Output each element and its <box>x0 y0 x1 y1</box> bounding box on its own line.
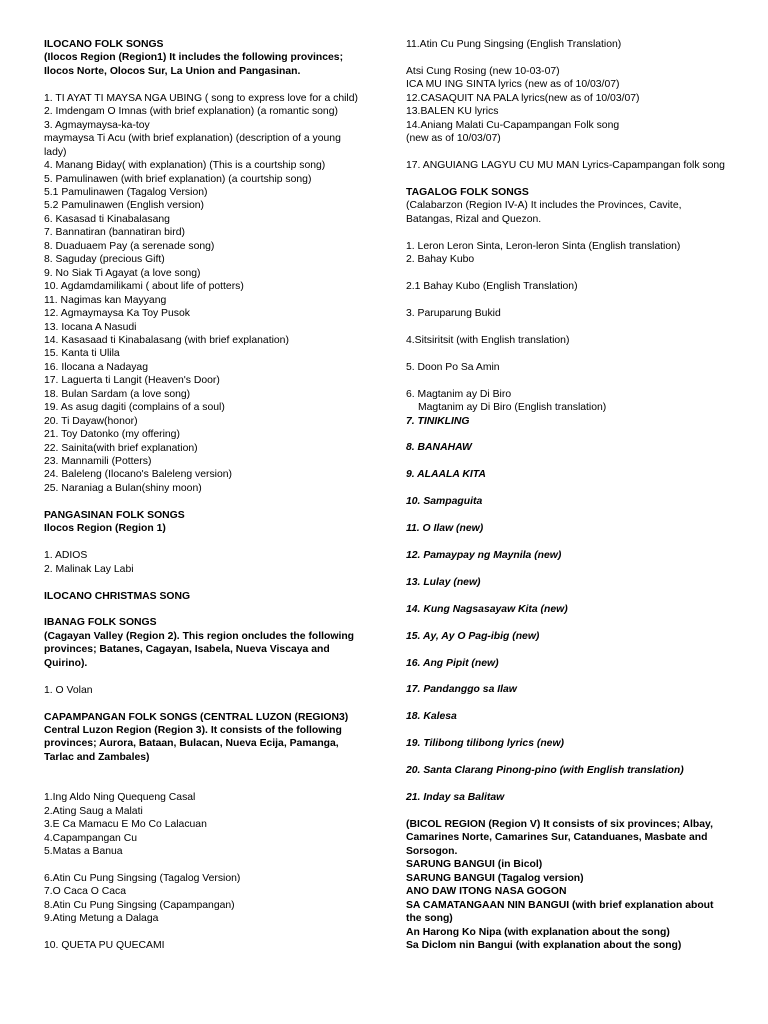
list-item: 5.2 Pamulinawen (English version) <box>44 200 204 212</box>
list-item: 2. Imdengam O Imnas (with brief explanation) (a romantic song) <box>44 106 338 118</box>
ibanag-description: (Cagayan Valley (Region 2). This region oncludes the following provinces; Batanes, Cagayan, Isabela, Nueva Viscaya and Quirino). <box>44 630 355 669</box>
list-item: 2.Ating Saug a Malati <box>44 805 143 817</box>
left-column <box>44 38 362 953</box>
list-item: 12. Pamaypay ng Maynila (new) <box>406 550 562 561</box>
list-item: 16. Ang Pipit (new) <box>406 657 499 669</box>
list-item: 8.Atin Cu Pung Singsing (Capampangan) <box>44 899 235 911</box>
list-item: Magtanim ay Di Biro (English translation) <box>418 402 607 414</box>
list-item: 5.1 Pamulinawen (Tagalog Version) <box>44 186 208 198</box>
list-item: 25. Naraniag a Bulan(shiny moon) <box>44 482 202 494</box>
list-item: 4.Capampangan Cu <box>44 832 138 844</box>
list-item: 18. Bulan Sardam (a love song) <box>44 388 191 400</box>
list-item: 12. Agmaymaysa Ka Toy Pusok <box>44 308 190 320</box>
list-item: 1. ADIOS <box>44 550 88 562</box>
tagalog-description: (Calabarzon (Region IV-A) It includes the Provinces, Cavite, Batangas, Rizal and Quezon. <box>406 200 682 225</box>
list-item: 11.Atin Cu Pung Singsing (English Translation) <box>406 39 622 50</box>
list-item: Sa Diclom nin Bangui (with explanation about the song) <box>406 939 682 951</box>
list-item: 13. Iocana A Nasudi <box>44 321 137 333</box>
list-item: 9. ALAALA KITA <box>406 469 486 481</box>
list-item: 1. O Volan <box>44 684 93 696</box>
list-item: 4. Manang Biday( with explanation) (This is a courtship song) <box>44 160 326 172</box>
list-item: 5. Doon Po Sa Amin <box>406 361 500 373</box>
list-item: 8. BANAHAW <box>406 442 472 454</box>
list-item: 6. Magtanim ay Di Biro <box>406 388 512 400</box>
list-item: 3.E Ca Mamacu E Mo Co Lalacuan <box>44 819 207 831</box>
list-item: 10. Sampaguita <box>406 496 483 508</box>
list-item: 17. ANGUIANG LAGYU CU MU MAN Lyrics-Capampangan folk song <box>406 160 725 172</box>
list-item: 9.Ating Metung a Dalaga <box>44 913 159 925</box>
ilocano-heading: ILOCANO FOLK SONGS <box>44 39 164 50</box>
list-item: 7. TINIKLING <box>406 415 470 427</box>
list-item: 19. As asug dagiti (complains of a soul) <box>44 402 225 414</box>
list-item: 6. Kasasad ti Kinabalasang <box>44 213 170 225</box>
list-item: 1. Leron Leron Sinta, Leron-leron Sinta (English translation) <box>406 240 681 252</box>
list-item: 20. Santa Clarang Pinong-pino (with English translation) <box>406 765 684 777</box>
list-item: 20. Ti Dayaw(honor) <box>44 415 138 427</box>
capampangan-heading: CAPAMPANGAN FOLK SONGS (CENTRAL LUZON (REGION3) <box>44 711 349 723</box>
right-column <box>406 38 726 952</box>
list-item: 17. Pandanggo sa Ilaw <box>406 684 517 696</box>
ilocano-christmas-heading: ILOCANO CHRISTMAS SONG <box>44 590 191 602</box>
pangasinan-heading: PANGASINAN FOLK SONGS <box>44 509 185 521</box>
ibanag-heading: IBANAG FOLK SONGS <box>44 617 157 629</box>
list-item: 2. Bahay Kubo <box>406 254 475 266</box>
list-item: 3. Agmaymaysa-ka-toy <box>44 119 150 131</box>
list-item: SARUNG BANGUI (in Bicol) <box>406 859 543 871</box>
list-item: 17. Laguerta ti Langit (Heaven's Door) <box>44 375 220 387</box>
list-item: 1. TI AYAT TI MAYSA NGA UBING ( song to express love for a child) <box>44 92 358 104</box>
list-item: 11. Nagimas kan Mayyang <box>44 294 167 306</box>
list-item: 11. O Ilaw (new) <box>406 523 484 535</box>
list-item: 15. Ay, Ay O Pag-ibig (new) <box>406 630 540 642</box>
pangasinan-subheading: Ilocos Region (Region 1) <box>44 523 166 535</box>
list-item: 5. Pamulinawen (with brief explanation) (a courtship song) <box>44 173 312 185</box>
list-item: 1.Ing Aldo Ning Quequeng Casal <box>44 792 196 804</box>
list-item: 19. Tilibong tilibong lyrics (new) <box>406 738 564 750</box>
list-item: 14. Kung Nagsasayaw Kita (new) <box>406 603 568 615</box>
list-item: ICA MU ING SINTA lyrics (new as of 10/03/07) <box>406 79 620 91</box>
list-item: 7.O Caca O Caca <box>44 886 127 898</box>
list-item: 5.Matas a Banua <box>44 846 123 858</box>
list-item: 14.Aniang Malati Cu-Capampangan Folk song <box>406 119 620 131</box>
list-item: 12.CASAQUIT NA PALA lyrics(new as of 10/03/07) <box>406 92 640 104</box>
list-item: 2. Malinak Lay Labi <box>44 563 134 575</box>
list-item: 14. Kasasaad ti Kinabalasang (with brief explanation) <box>44 334 289 346</box>
capampangan-description: Central Luzon Region (Region 3). It consists of the following provinces; Aurora, Bataan, Bulacan, Nueva Ecija, Pamanga, Tarlac and Zambales) <box>44 725 342 763</box>
list-item: SA CAMATANGAAN NIN BANGUI (with brief explanation about the song) <box>406 899 714 925</box>
bicol-description: (BICOL REGION (Region V) It consists of six provinces; Albay, Camarines Norte, Camarines Sur, Catanduanes, Masbate and Sorsogon. <box>406 818 713 857</box>
list-item: 6.Atin Cu Pung Singsing (Tagalog Version) <box>44 872 241 884</box>
list-item: (new as of 10/03/07) <box>406 133 501 145</box>
list-item: 2.1 Bahay Kubo (English Translation) <box>406 281 578 293</box>
list-item: 24. Baleleng (Ilocano's Baleleng version) <box>44 469 232 481</box>
list-item: 13.BALEN KU lyrics <box>406 106 499 118</box>
ilocano-description: (Ilocos Region (Region1) It includes the following provinces; Ilocos Norte, Olocos Sur, La Union and Pangasinan. <box>44 52 344 77</box>
list-item: 23. Mannamili (Potters) <box>44 456 152 468</box>
list-item: 10. QUETA PU QUECAMI <box>44 940 165 952</box>
list-item: Atsi Cung Rosing (new 10-03-07) <box>406 65 560 77</box>
tagalog-heading: TAGALOG FOLK SONGS <box>406 186 529 198</box>
list-item: 15. Kanta ti Ulila <box>44 348 120 360</box>
list-item: SARUNG BANGUI (Tagalog version) <box>406 872 584 884</box>
list-item: 10. Agdamdamilikami ( about life of potters) <box>44 281 244 293</box>
list-item: ANO DAW ITONG NASA GOGON <box>406 886 567 898</box>
list-item: An Harong Ko Nipa (with explanation about the song) <box>406 926 670 938</box>
list-item: 13. Lulay (new) <box>406 576 481 588</box>
list-item: 7. Bannatiran (bannatiran bird) <box>44 227 185 239</box>
list-item: 3. Paruparung Bukid <box>406 307 501 319</box>
list-item: 22. Sainita(with brief explanation) <box>44 442 198 454</box>
ilocano-song-list <box>44 92 362 496</box>
list-item: 16. Ilocana a Nadayag <box>44 361 148 373</box>
list-item: maymaysa Ti Acu (with brief explanation) (description of a young lady) <box>44 133 341 158</box>
list-item: 18. Kalesa <box>406 711 457 723</box>
list-item: 9. No Siak Ti Agayat (a love song) <box>44 267 201 279</box>
list-item: 8. Saguday (precious Gift) <box>44 254 165 266</box>
list-item: 8. Duaduaem Pay (a serenade song) <box>44 240 215 252</box>
list-item: 21. Inday sa Balitaw <box>406 792 505 804</box>
list-item: 21. Toy Datonko (my offering) <box>44 429 180 441</box>
list-item: 4.Sitsiritsit (with English translation) <box>406 334 570 346</box>
